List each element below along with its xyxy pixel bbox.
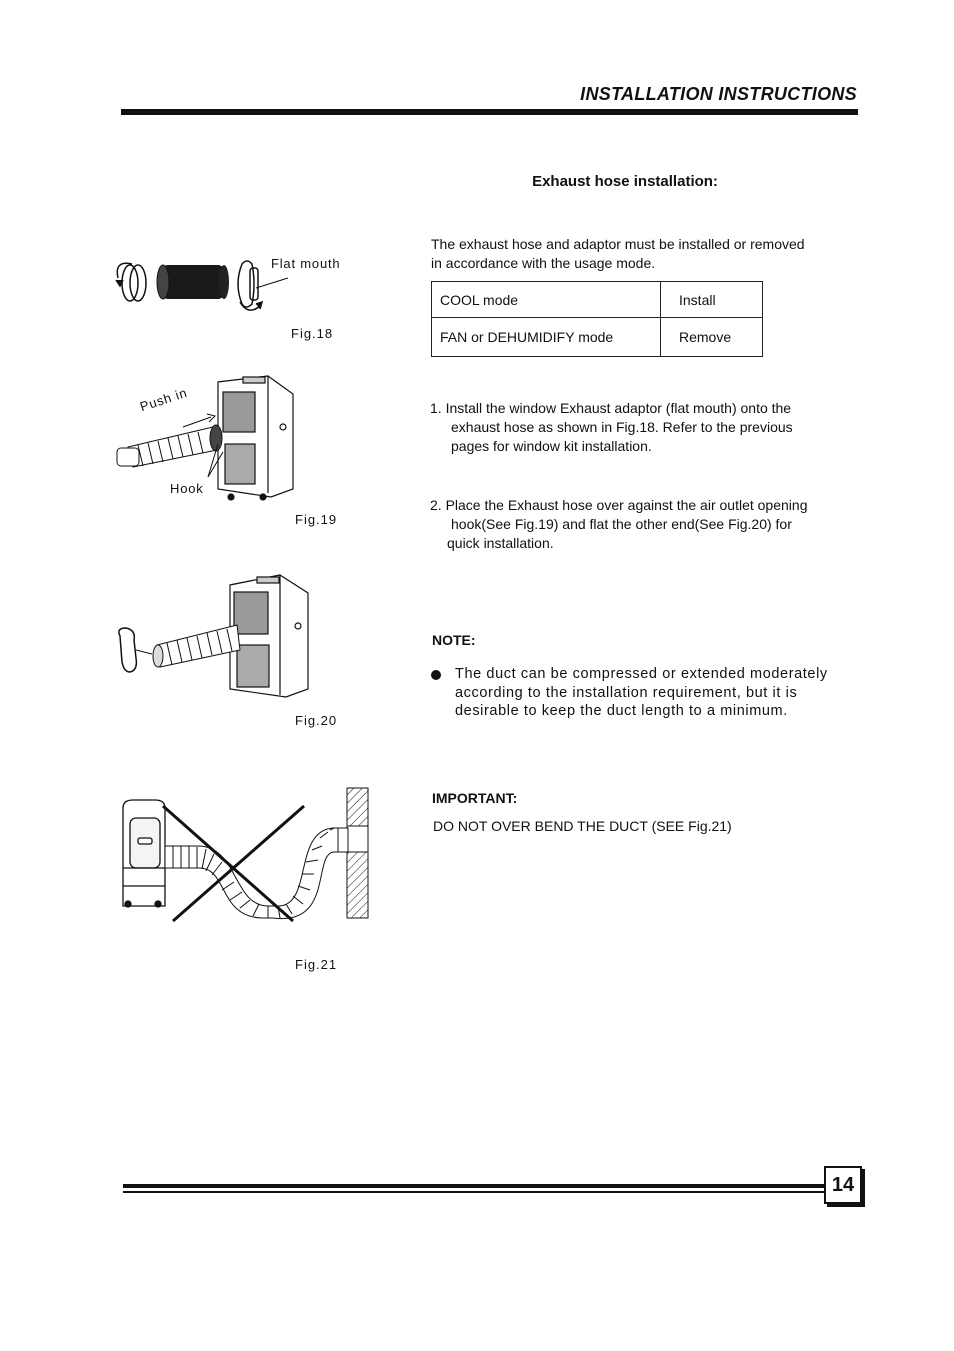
intro-line: in accordance with the usage mode. <box>431 255 656 271</box>
fig19-illustration <box>113 372 313 502</box>
flat-mouth-icon <box>119 628 152 672</box>
mode-cell: COOL mode <box>432 282 661 318</box>
step-line: quick installation. <box>447 535 554 551</box>
intro-paragraph <box>431 235 861 273</box>
hose-icon <box>157 265 229 299</box>
flat-mouth-icon <box>238 261 262 310</box>
flat-mouth-label: Flat mouth <box>271 256 341 271</box>
table-row <box>432 282 763 318</box>
action-cell: Install <box>661 282 763 318</box>
air-conditioner-icon <box>218 376 293 500</box>
important-label: IMPORTANT: <box>432 790 518 806</box>
fig21-illustration <box>118 786 378 926</box>
page-number: 14 <box>824 1166 862 1204</box>
push-in-label: Push in <box>138 384 190 415</box>
mode-cell: FAN or DEHUMIDIFY mode <box>432 318 661 357</box>
footer-rule-thin <box>123 1191 825 1193</box>
hose-icon <box>117 425 222 467</box>
section-title: Exhaust hose installation: <box>532 173 718 190</box>
fig20-illustration <box>112 570 322 700</box>
step-line: pages for window kit installation. <box>451 438 652 454</box>
note-label: NOTE: <box>432 632 476 648</box>
step-line: 1. Install the window Exhaust adaptor (flat mouth) onto the <box>430 400 792 416</box>
fig20-caption: Fig.20 <box>295 713 338 728</box>
important-text: DO NOT OVER BEND THE DUCT (SEE Fig.21) <box>433 818 732 834</box>
note-line: The duct can be compressed or extended moderately <box>455 666 828 682</box>
mode-table <box>431 281 763 357</box>
fig19-caption: Fig.19 <box>295 512 338 527</box>
footer-rule <box>123 1184 825 1188</box>
hose-icon <box>153 625 240 667</box>
hook-label: Hook <box>170 481 204 496</box>
header-rule <box>121 109 858 115</box>
ring-adaptor-icon <box>116 263 146 301</box>
step-2 <box>430 496 860 553</box>
air-conditioner-icon <box>230 575 308 697</box>
page-header-title: INSTALLATION INSTRUCTIONS <box>580 84 857 104</box>
step-line: 2. Place the Exhaust hose over against the air outlet opening <box>430 497 808 513</box>
bullet-icon <box>431 670 441 680</box>
note-line: desirable to keep the duct length to a minimum. <box>455 703 788 719</box>
step-line: exhaust hose as shown in Fig.18. Refer to the previous <box>451 419 793 435</box>
air-conditioner-icon <box>123 800 165 907</box>
note-text <box>455 665 875 721</box>
wall-icon <box>347 788 368 918</box>
action-cell: Remove <box>661 318 763 357</box>
table-row <box>432 318 763 357</box>
fig21-caption: Fig.21 <box>295 957 338 972</box>
step-1 <box>430 399 860 456</box>
note-line: according to the installation requirement, but it is <box>455 684 798 701</box>
step-line: hook(See Fig.19) and flat the other end(See Fig.20) for <box>451 516 792 532</box>
fig18-caption: Fig.18 <box>291 326 334 341</box>
intro-line: The exhaust hose and adaptor must be installed or removed <box>431 236 805 252</box>
